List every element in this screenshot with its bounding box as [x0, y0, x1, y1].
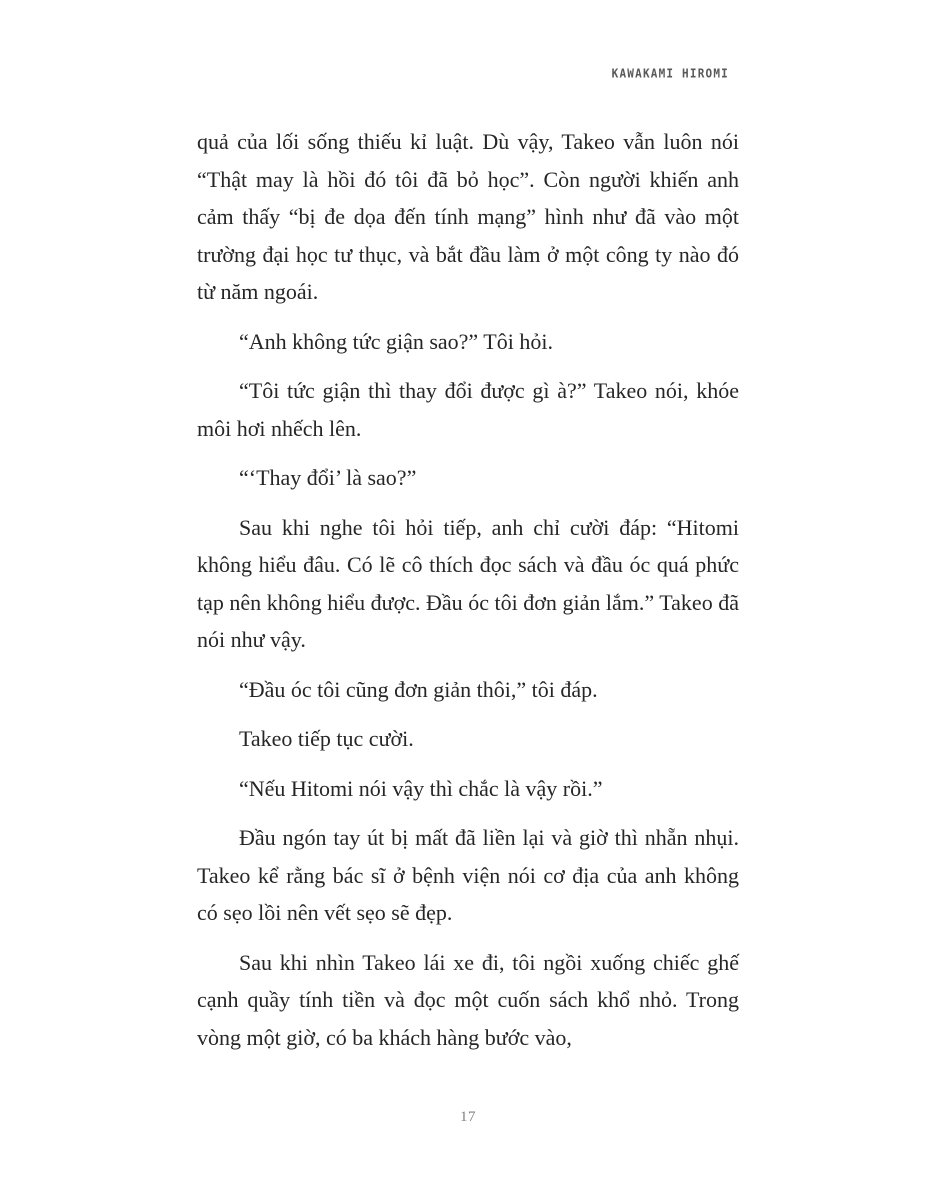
paragraph-3: “Tôi tức giận thì thay đổi được gì à?” Takeo nói, khóe môi hơi nhếch lên.: [197, 378, 739, 441]
paragraph-2: “Anh không tức giận sao?” Tôi hỏi.: [239, 328, 553, 354]
paragraph-8: “Nếu Hitomi nói vậy thì chắc là vậy rồi.”: [239, 775, 603, 801]
page-footer: [197, 1108, 739, 1126]
page-body: [197, 123, 739, 1056]
paragraph-1: quả của lối sống thiếu kỉ luật. Dù vậy, Takeo vẫn luôn nói “Thật may là hồi đó tôi đã bỏ học”. Còn người khiến anh cảm thấy “bị đe dọa đến tính mạng” hình như đã vào một trường đại học tư thục, và bắt đầu làm ở một công ty nào đó từ năm ngoái.: [197, 129, 739, 304]
paragraph-4: “‘Thay đổi’ là sao?”: [239, 465, 417, 490]
paragraph-9: Đầu ngón tay út bị mất đã liền lại và giờ thì nhẵn nhụi. Takeo kể rằng bác sĩ ở bệnh viện nói cơ địa của anh không có sẹo lồi nên vết sẹo sẽ đẹp.: [197, 825, 739, 925]
page-number: 17: [460, 1109, 476, 1125]
paragraph-5: Sau khi nghe tôi hỏi tiếp, anh chỉ cười đáp: “Hitomi không hiểu đâu. Có lẽ cô thích đọc sách và đầu óc quá phức tạp nên không hiểu được. Đầu óc tôi đơn giản lắm.” Takeo đã nói như vậy.: [197, 514, 739, 652]
paragraph-10: Sau khi nhìn Takeo lái xe đi, tôi ngồi xuống chiếc ghế cạnh quầy tính tiền và đọc một cuốn sách khổ nhỏ. Trong vòng một giờ, có ba khách hàng bước vào,: [197, 949, 739, 1050]
paragraph-7: Takeo tiếp tục cười.: [239, 726, 414, 751]
running-header-author: KAWAKAMI HIROMI: [611, 66, 729, 81]
paragraph-6: “Đầu óc tôi cũng đơn giản thôi,” tôi đáp.: [239, 676, 598, 702]
